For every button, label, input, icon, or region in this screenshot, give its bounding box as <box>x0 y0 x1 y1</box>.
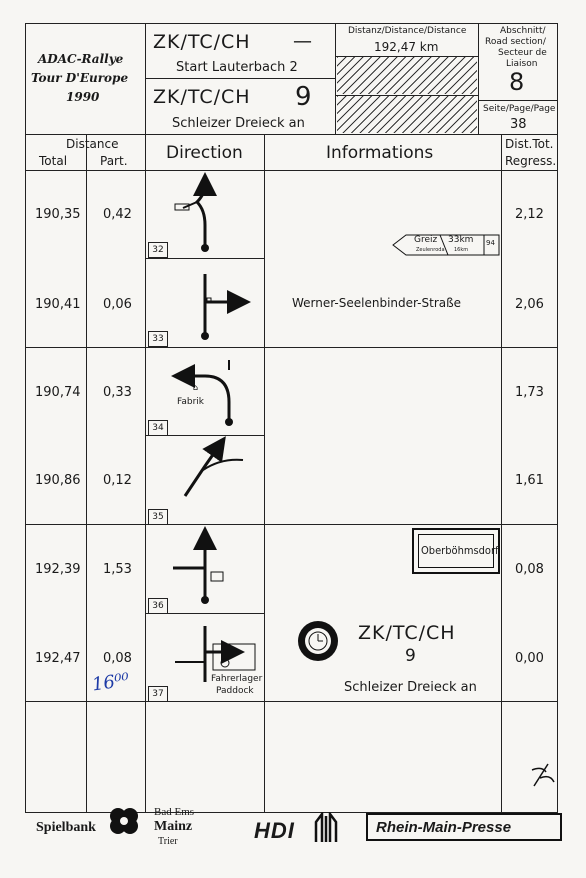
event-name-line1: ADAC-Rallye <box>38 52 124 66</box>
spielbank-logo: Spielbank <box>36 820 96 835</box>
section-label-4: Liaison <box>506 59 538 69</box>
page-label: Seite/Page/Page <box>483 104 556 114</box>
direction-diagrams <box>145 170 265 702</box>
box-number: 35 <box>148 509 168 525</box>
hatch-area-2 <box>337 96 477 133</box>
final-control-name: Schleizer Dreieck an <box>344 680 477 695</box>
direction-sign <box>392 234 500 256</box>
box-number: 32 <box>148 242 168 258</box>
rmp-logo-box <box>366 813 562 841</box>
bad-ems-label: Bad Ems <box>154 806 195 818</box>
rmp-logo: Rhein-Main-Presse <box>376 819 512 836</box>
trier-label: Trier <box>158 836 178 847</box>
row-total: 192,39 <box>35 562 81 577</box>
distance-label: Distanz/Distance/Distance <box>348 26 467 36</box>
row-regress: 0,00 <box>515 651 544 666</box>
sign-place: Greiz <box>414 235 438 245</box>
box-number: 36 <box>148 598 168 614</box>
sign-sub-km: 16km <box>454 247 469 253</box>
sign-sub-place: Zeulenroda <box>416 247 445 253</box>
hdi-logo: HDI <box>254 818 295 843</box>
tulip-34-icon <box>183 360 233 426</box>
mainz-label: Mainz <box>154 819 193 834</box>
col-regress: Regress. <box>505 154 557 168</box>
section-number: 8 <box>509 68 525 96</box>
tulip-35-icon <box>185 446 243 496</box>
box-number: 37 <box>148 686 168 702</box>
distance-value: 192,47 km <box>374 40 439 54</box>
from-control-dash: — <box>293 30 313 52</box>
section-label-2: Road section/ <box>485 37 546 47</box>
row-part: 1,53 <box>103 562 132 577</box>
sign-road-number: 94 <box>486 239 495 247</box>
event-name-line2: Tour D'Europe <box>31 71 129 85</box>
to-control-code: ZK/TC/CH <box>153 86 251 108</box>
row-regress: 1,73 <box>515 385 544 400</box>
row-regress: 0,08 <box>515 562 544 577</box>
town-sign <box>412 528 500 574</box>
to-control-number: 9 <box>295 82 312 112</box>
row-part: 0,33 <box>103 385 132 400</box>
tulip-32-icon <box>175 184 209 252</box>
row-total: 190,86 <box>35 473 81 488</box>
final-control-number: 9 <box>405 646 416 666</box>
row-total: 190,35 <box>35 207 81 222</box>
col-informations: Informations <box>326 143 434 163</box>
row-total: 190,74 <box>35 385 81 400</box>
col-distance: Distance <box>66 137 119 151</box>
row-regress: 2,12 <box>515 207 544 222</box>
control-stamp-icon <box>296 619 340 663</box>
row-total: 190,41 <box>35 297 81 312</box>
fabrik-label: Fabrik <box>177 397 204 407</box>
event-year: 1990 <box>66 90 100 104</box>
final-control-code: ZK/TC/CH <box>358 622 456 644</box>
row-part: 0,12 <box>103 473 132 488</box>
box-number: 34 <box>148 420 168 436</box>
town-name: Oberböhmsdorf <box>421 544 499 557</box>
page-number: 38 <box>510 117 527 132</box>
col-dist-tot: Dist.Tot. <box>505 137 554 151</box>
clover-icon <box>104 804 144 838</box>
street-name: Werner-Seelenbinder-Straße <box>292 296 462 310</box>
handwritten-time: 16⁰⁰ <box>90 669 131 696</box>
row-regress: 1,61 <box>515 473 544 488</box>
from-control-code: ZK/TC/CH <box>153 31 251 53</box>
svg-text:⌂: ⌂ <box>193 383 199 392</box>
paddock-label: Paddock <box>216 686 254 696</box>
fahrerlager-label: Fahrerlager <box>211 674 263 684</box>
box-number: 33 <box>148 331 168 347</box>
row-total: 192,47 <box>35 651 81 666</box>
row-part: 0,08 <box>103 651 132 666</box>
from-control-name: Start Lauterbach 2 <box>176 60 298 75</box>
hatch-area-1 <box>337 57 477 94</box>
col-part: Part. <box>100 154 128 168</box>
row-part: 0,42 <box>103 207 132 222</box>
section-label-1: Abschnitt/ <box>500 26 546 36</box>
row-regress: 2,06 <box>515 297 544 312</box>
to-control-name: Schleizer Dreieck an <box>172 116 305 131</box>
col-direction: Direction <box>166 143 243 163</box>
hdi-emblem-icon <box>312 812 340 844</box>
sign-km: 33km <box>448 235 474 245</box>
tulip-33-icon <box>201 274 239 340</box>
signature-mark <box>528 760 560 790</box>
col-total: Total <box>39 154 68 168</box>
section-label-3: Secteur de <box>498 48 547 58</box>
tulip-36-icon <box>173 538 223 604</box>
row-part: 0,06 <box>103 297 132 312</box>
